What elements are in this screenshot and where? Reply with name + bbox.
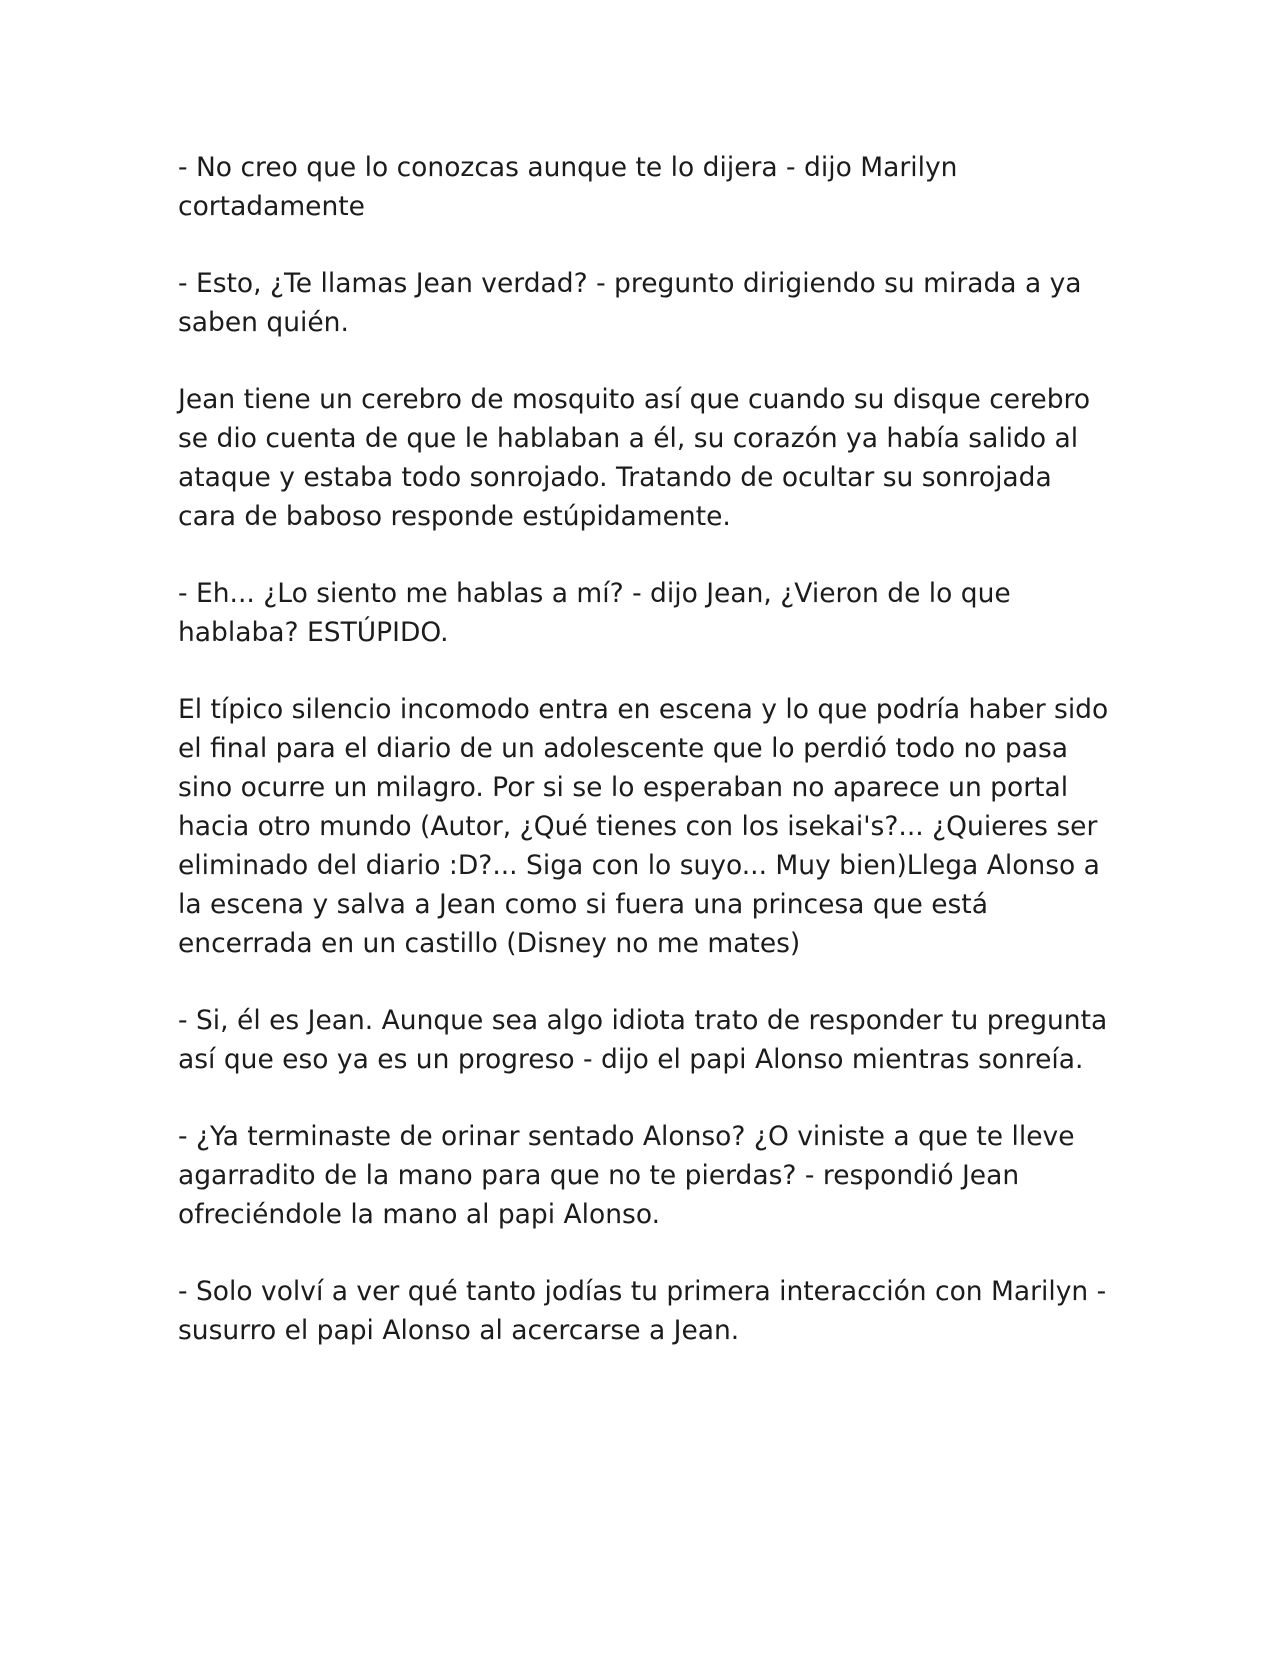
paragraph-7: - ¿Ya terminaste de orinar sentado Alonso? ¿O viniste a que te lleve agarradito de la mano para que no te pierdas? - respondió Jean ofreciéndole la mano al papi Alonso. bbox=[178, 1121, 1075, 1230]
paragraph-6: - Si, él es Jean. Aunque sea algo idiota trato de responder tu pregunta así que eso ya es un progreso - dijo el papi Alonso mientras sonreía. bbox=[178, 1005, 1108, 1075]
paragraph-1: - No creo que lo conozcas aunque te lo dijera - dijo Marilyn cortadamente bbox=[178, 152, 958, 222]
paragraph-4: - Eh... ¿Lo siento me hablas a mí? - dijo Jean, ¿Vieron de lo que hablaba? ESTÚPIDO. bbox=[178, 578, 1011, 648]
paragraph-3: Jean tiene un cerebro de mosquito así que cuando su disque cerebro se dio cuenta de que le hablaban a él, su corazón ya había salido al ataque y estaba todo sonrojado. Tratando de ocultar su sonrojada cara de baboso responde estúpidamente. bbox=[178, 384, 1091, 532]
paragraph-5: El típico silencio incomodo entra en escena y lo que podría haber sido el final para el diario de un adolescente que lo perdió todo no pasa sino ocurre un milagro. Por si se lo esperaban no aparece un portal hacia otro mundo (Autor, ¿Qué tienes con los isekai's?... ¿Quieres ser eliminado del diario :D?... Siga con lo suyo... Muy bien)Llega Alonso a la escena y salva a Jean como si fuera una princesa que está encerrada en un castillo (Disney no me mates) bbox=[178, 694, 1109, 959]
document-body bbox=[178, 148, 1118, 1388]
paragraph-2: - Esto, ¿Te llamas Jean verdad? - pregunto dirigiendo su mirada a ya saben quién. bbox=[178, 268, 1082, 338]
paragraph-8: - Solo volví a ver qué tanto jodías tu primera interacción con Marilyn - susurro el papi Alonso al acercarse a Jean. bbox=[178, 1276, 1107, 1346]
